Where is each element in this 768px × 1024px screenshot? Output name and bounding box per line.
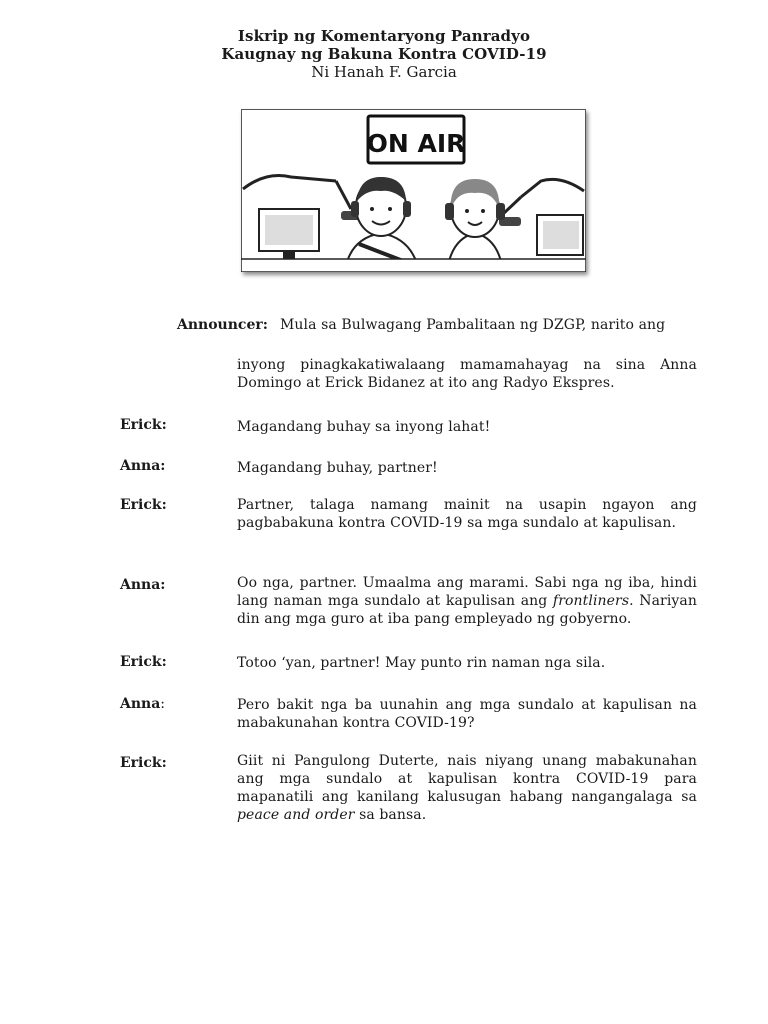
speaker-erick: Erick: [120, 417, 167, 433]
on-air-sign-text: ON AIR [366, 129, 466, 158]
speaker-erick: Erick: [120, 497, 167, 513]
speaker-anna: Anna: [120, 458, 166, 474]
speaker-anna-name: Anna [120, 696, 161, 712]
dialogue-text: . Nariyan din ang mga guro at iba pang empleyado ng gobyerno. [237, 593, 697, 627]
dialogue-line [237, 752, 697, 824]
dialogue-line: Pero bakit nga ba uunahin ang mga sundalo at kapulisan na mabakunahan kontra COVID-19? [237, 697, 697, 731]
document-author: Ni Hanah F. Garcia [311, 63, 457, 81]
studio-desk [241, 259, 586, 272]
dialogue-text: Giit ni Pangulong Duterte, nais niyang unang mabakunahan ang mga sundalo at kapulisan kontra COVID-19 para mapanatili ang kanilang kalusugan habang nangangalaga sa [237, 753, 697, 805]
speaker-colon: : [160, 696, 166, 712]
dialogue-line: Magandang buhay sa inyong lahat! [237, 419, 491, 435]
dialogue-text: Oo nga, partner. Umaalma ang marami. Sabi nga ng iba, hindi lang naman mga sundalo at kapulisan ang [237, 575, 697, 609]
dialogue-line: Magandang buhay, partner! [237, 460, 438, 476]
dialogue-emphasis: peace and order [237, 807, 355, 823]
speaker-anna: Anna: [120, 577, 166, 593]
announcer-line-2: inyong pinagkakatiwalaang mamamahayag na sina Anna Domingo at Erick Bidanez at ito ang Radyo Ekspres. [237, 357, 697, 391]
dialogue-emphasis: frontliners [552, 593, 630, 609]
announcer-line-1: Mula sa Bulwagang Pambalitaan ng DZGP, narito ang [280, 317, 666, 333]
dialogue-text: sa bansa. [354, 807, 427, 823]
speaker-erick: Erick: [120, 654, 167, 670]
document-header [0, 27, 768, 81]
on-air-illustration [241, 109, 586, 272]
radio-studio-drawing [241, 109, 586, 272]
dialogue-line: Totoo ‘yan, partner! May punto rin naman nga sila. [237, 655, 606, 671]
document-title-line-1: Iskrip ng Komentaryong Panradyo [237, 27, 531, 45]
speaker-announcer: Announcer: [177, 317, 268, 333]
dialogue-line: Partner, talaga namang mainit na usapin ngayon ang pagbabakuna kontra COVID-19 sa mga sundalo at kapulisan. [237, 497, 697, 531]
dialogue-line [237, 574, 697, 628]
speaker-erick: Erick: [120, 755, 167, 771]
speaker-anna [120, 695, 165, 713]
document-title-line-2: Kaugnay ng Bakuna Kontra COVID-19 [221, 45, 547, 63]
